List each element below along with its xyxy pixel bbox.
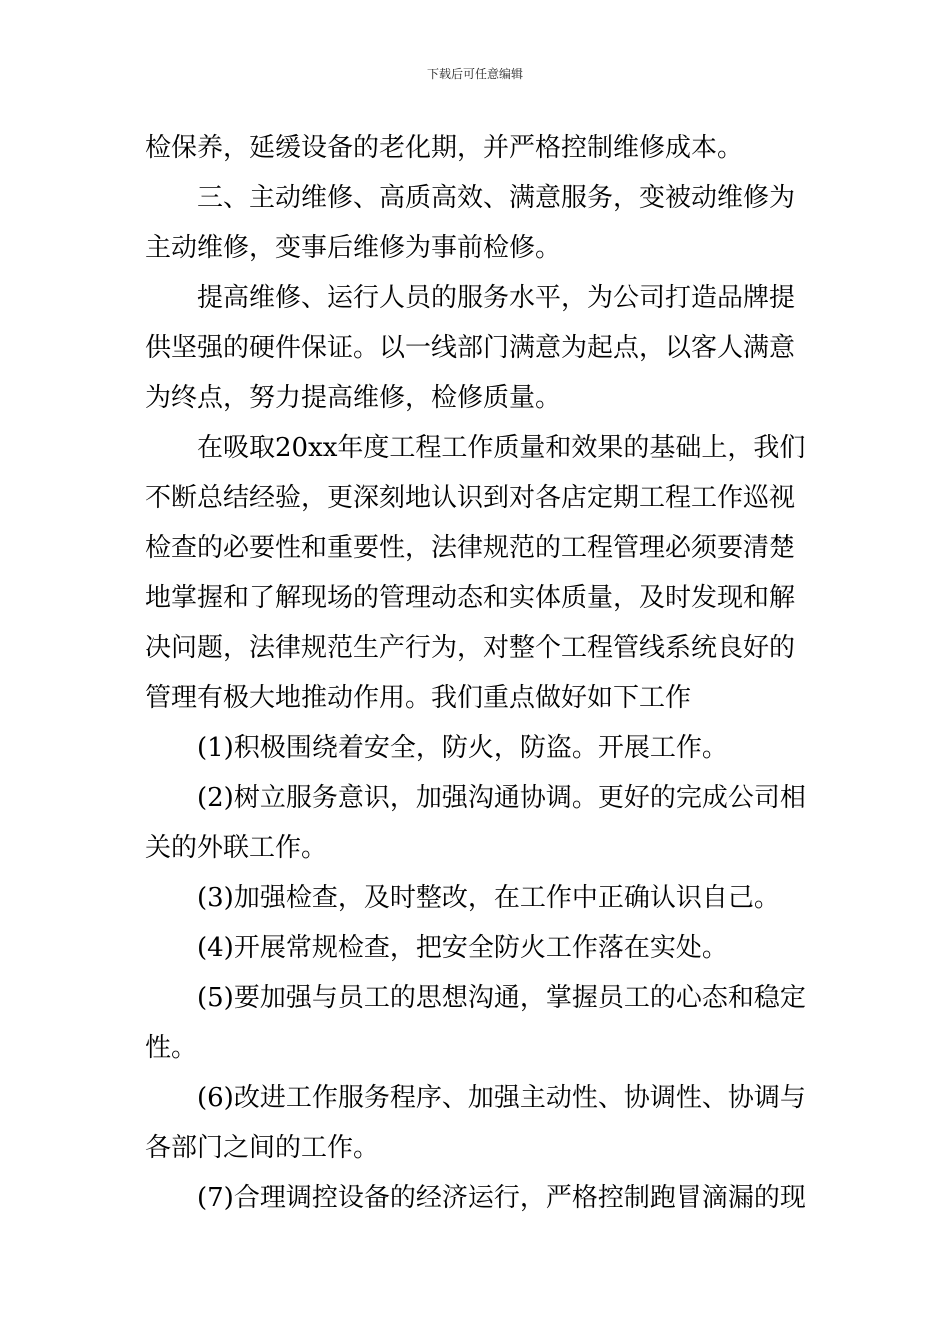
list-item-2-cont: 关的外联工作。 xyxy=(145,833,328,863)
body-line: 为终点，努力提高维修，检修质量。 xyxy=(145,383,562,413)
body-line: 管理有极大地推动作用。我们重点做好如下工作 xyxy=(145,683,692,713)
body-line: 检查的必要性和重要性，法律规范的工程管理必须要清楚 xyxy=(145,533,796,563)
body-line: 不断总结经验，更深刻地认识到对各店定期工程工作巡视 xyxy=(145,483,796,513)
body-line: 决问题，法律规范生产行为，对整个工程管线系统良好的 xyxy=(145,633,796,663)
list-item-6-cont: 各部门之间的工作。 xyxy=(145,1133,380,1163)
list-item-6: (6)改进工作服务程序、加强主动性、协调性、协调与 xyxy=(197,1083,806,1113)
list-item-2: (2)树立服务意识，加强沟通协调。更好的完成公司相 xyxy=(197,783,806,813)
body-line: 提高维修、运行人员的服务水平，为公司打造品牌提 xyxy=(197,283,796,313)
list-item-4: (4)开展常规检查，把安全防火工作落在实处。 xyxy=(197,933,728,963)
body-line: 三、主动维修、高质高效、满意服务，变被动维修为 xyxy=(197,183,796,213)
list-item-5: (5)要加强与员工的思想沟通，掌握员工的心态和稳定 xyxy=(197,983,806,1013)
body-line: 地掌握和了解现场的管理动态和实体质量，及时发现和解 xyxy=(145,583,796,613)
list-item-7: (7)合理调控设备的经济运行，严格控制跑冒滴漏的现 xyxy=(197,1183,806,1213)
body-line: 在吸取20xx年度工程工作质量和效果的基础上，我们 xyxy=(197,433,806,463)
list-item-3: (3)加强检查，及时整改，在工作中正确认识自己。 xyxy=(197,883,780,913)
body-line: 供坚强的硬件保证。以一线部门满意为起点，以客人满意 xyxy=(145,333,796,363)
list-item-1: (1)积极围绕着安全，防火，防盗。开展工作。 xyxy=(197,733,728,763)
page-header: 下载后可任意编辑 xyxy=(426,67,523,81)
body-line: 主动维修，变事后维修为事前检修。 xyxy=(145,233,562,263)
list-item-5-cont: 性。 xyxy=(145,1033,198,1063)
body-line: 检保养，延缓设备的老化期，并严格控制维修成本。 xyxy=(145,133,744,163)
